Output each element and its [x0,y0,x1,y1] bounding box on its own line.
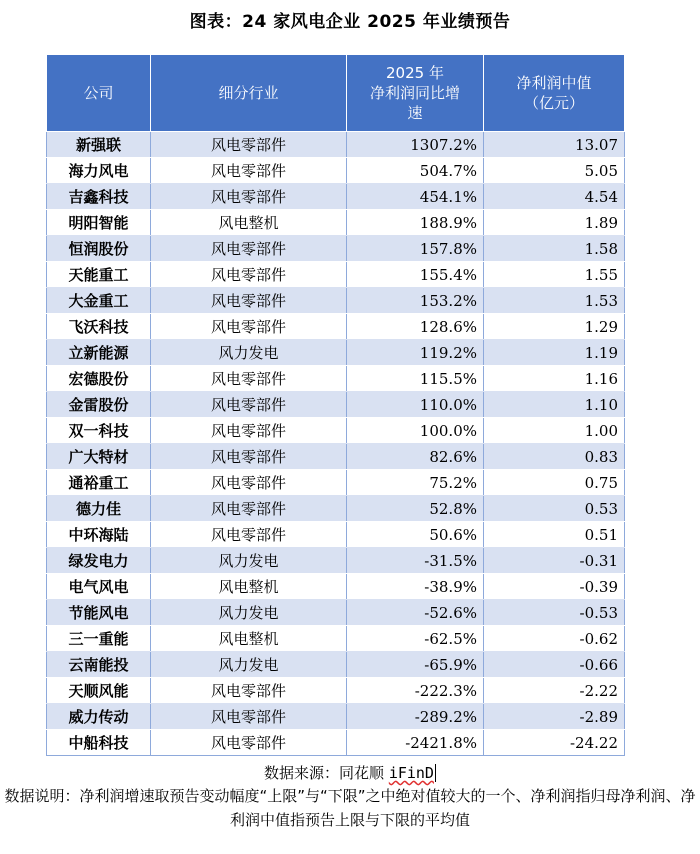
median-cell: -0.39 [484,574,625,600]
growth-cell: 110.0% [347,392,484,418]
growth-cell: 454.1% [347,184,484,210]
median-cell: 13.07 [484,132,625,158]
industry-cell: 风力发电 [151,652,347,678]
industry-cell: 风电零部件 [151,132,347,158]
table-row [47,522,625,548]
header-industry: 细分行业 [151,55,347,132]
industry-cell: 风电零部件 [151,288,347,314]
median-cell: -0.53 [484,600,625,626]
table-row [47,652,625,678]
company-cell: 吉鑫科技 [47,184,151,210]
table-row [47,340,625,366]
growth-cell: 82.6% [347,444,484,470]
industry-cell: 风电零部件 [151,392,347,418]
growth-cell: 188.9% [347,210,484,236]
industry-cell: 风电整机 [151,574,347,600]
growth-cell: 52.8% [347,496,484,522]
company-cell: 通裕重工 [47,470,151,496]
industry-cell: 风电零部件 [151,470,347,496]
growth-cell: -65.9% [347,652,484,678]
header-growth-line3: 速 [407,104,423,122]
median-cell: -2.22 [484,678,625,704]
industry-cell: 风电零部件 [151,522,347,548]
company-cell: 宏德股份 [47,366,151,392]
data-source-prefix: 数据来源：同花顺 [264,764,389,782]
header-median-line1: 净利润中值 [516,74,592,92]
company-cell: 恒润股份 [47,236,151,262]
header-median [484,55,625,132]
industry-cell: 风电零部件 [151,158,347,184]
company-cell: 双一科技 [47,418,151,444]
industry-cell: 风力发电 [151,600,347,626]
industry-cell: 风电零部件 [151,704,347,730]
growth-cell: -62.5% [347,626,484,652]
median-cell: 4.54 [484,184,625,210]
table-row [47,392,625,418]
growth-cell: 50.6% [347,522,484,548]
growth-cell: 115.5% [347,366,484,392]
growth-cell: -31.5% [347,548,484,574]
growth-cell: 75.2% [347,470,484,496]
company-cell: 德力佳 [47,496,151,522]
growth-cell: -52.6% [347,600,484,626]
table-row [47,366,625,392]
data-source [0,762,700,783]
growth-cell: 504.7% [347,158,484,184]
industry-cell: 风电整机 [151,626,347,652]
company-cell: 威力传动 [47,704,151,730]
growth-cell: -289.2% [347,704,484,730]
company-cell: 海力风电 [47,158,151,184]
table-row [47,184,625,210]
company-cell: 立新能源 [47,340,151,366]
table-row [47,626,625,652]
growth-cell: 157.8% [347,236,484,262]
industry-cell: 风电零部件 [151,366,347,392]
median-cell: 1.19 [484,340,625,366]
header-growth-line2: 净利润同比增 [369,84,460,102]
industry-cell: 风力发电 [151,340,347,366]
table-row [47,704,625,730]
header-company: 公司 [47,55,151,132]
median-cell: 1.00 [484,418,625,444]
table-row [47,600,625,626]
industry-cell: 风电整机 [151,210,347,236]
industry-cell: 风力发电 [151,548,347,574]
growth-cell: -38.9% [347,574,484,600]
company-cell: 大金重工 [47,288,151,314]
median-cell: -2.89 [484,704,625,730]
company-cell: 云南能投 [47,652,151,678]
table-row [47,262,625,288]
median-cell: -24.22 [484,730,625,756]
header-growth [347,55,484,132]
company-cell: 广大特材 [47,444,151,470]
company-cell: 飞沃科技 [47,314,151,340]
company-cell: 天顺风能 [47,678,151,704]
table-row [47,730,625,756]
median-cell: 1.89 [484,210,625,236]
industry-cell: 风电零部件 [151,314,347,340]
table-row [47,314,625,340]
growth-cell: -2421.8% [347,730,484,756]
table-row [47,470,625,496]
median-cell: 1.53 [484,288,625,314]
data-source-brand: iFinD [388,764,434,782]
median-cell: 5.05 [484,158,625,184]
growth-cell: 155.4% [347,262,484,288]
growth-cell: 119.2% [347,340,484,366]
company-cell: 节能风电 [47,600,151,626]
company-cell: 天能重工 [47,262,151,288]
industry-cell: 风电零部件 [151,236,347,262]
table-row [47,678,625,704]
table-row [47,132,625,158]
growth-cell: 128.6% [347,314,484,340]
company-cell: 中船科技 [47,730,151,756]
performance-table [46,54,625,756]
median-cell: 1.29 [484,314,625,340]
table-header-row [47,55,625,132]
table-row [47,288,625,314]
growth-cell: 100.0% [347,418,484,444]
median-cell: 1.10 [484,392,625,418]
median-cell: 1.16 [484,366,625,392]
company-cell: 绿发电力 [47,548,151,574]
industry-cell: 风电零部件 [151,496,347,522]
median-cell: 0.83 [484,444,625,470]
table-row [47,574,625,600]
median-cell: 1.55 [484,262,625,288]
industry-cell: 风电零部件 [151,418,347,444]
header-median-line2: （亿元） [523,94,584,112]
company-cell: 中环海陆 [47,522,151,548]
table-body [47,132,625,756]
table-row [47,496,625,522]
table-row [47,418,625,444]
industry-cell: 风电零部件 [151,730,347,756]
industry-cell: 风电零部件 [151,262,347,288]
industry-cell: 风电零部件 [151,444,347,470]
company-cell: 新强联 [47,132,151,158]
median-cell: -0.66 [484,652,625,678]
page-title: 图表：24 家风电企业 2025 年业绩预告 [189,12,511,32]
table-row [47,548,625,574]
industry-cell: 风电零部件 [151,184,347,210]
median-cell: 0.51 [484,522,625,548]
header-growth-line1: 2025 年 [386,64,444,82]
median-cell: 0.75 [484,470,625,496]
median-cell: 1.58 [484,236,625,262]
company-cell: 明阳智能 [47,210,151,236]
median-cell: 0.53 [484,496,625,522]
growth-cell: -222.3% [347,678,484,704]
growth-cell: 1307.2% [347,132,484,158]
company-cell: 金雷股份 [47,392,151,418]
company-cell: 三一重能 [47,626,151,652]
company-cell: 电气风电 [47,574,151,600]
median-cell: -0.62 [484,626,625,652]
table-row [47,444,625,470]
growth-cell: 153.2% [347,288,484,314]
table-row [47,158,625,184]
data-note: 数据说明：净利润增速取预告变动幅度“上限”与“下限”之中绝对值较大的一个、净利润指归母净利润、净利润中值指预告上限与下限的平均值 [4,787,696,829]
table-row [47,236,625,262]
median-cell: -0.31 [484,548,625,574]
table-row [47,210,625,236]
industry-cell: 风电零部件 [151,678,347,704]
